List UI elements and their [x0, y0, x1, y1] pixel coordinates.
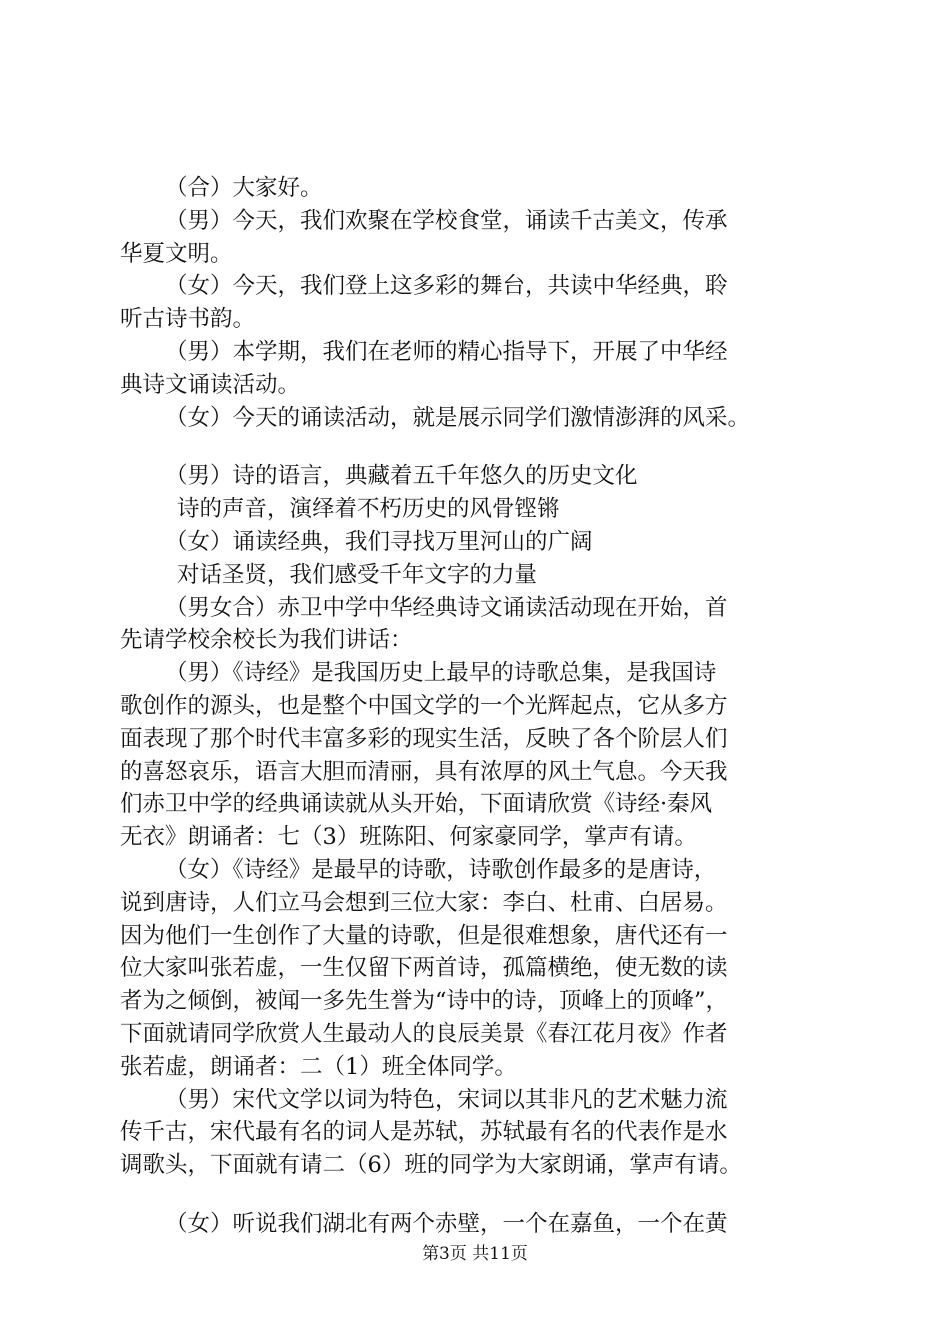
text-line: （合）大家好。 — [165, 175, 323, 201]
text-line: （女）《诗经》是最早的诗歌，诗歌创作最多的是唐诗， — [165, 856, 717, 883]
text-line: 无衣》朗诵者：七（3）班陈阳、何家豪同学，掌声有请。 — [120, 824, 697, 851]
text-line: 面表现了那个时代丰富多彩的现实生活，反映了各个阶层人们 — [120, 725, 728, 752]
text-line: （女）今天的诵读活动，就是展示同学们激情澎湃的风采。 — [165, 404, 751, 431]
text-line: 位大家叫张若虚，一生仅留下两首诗，孤篇横绝，使无数的读 — [120, 955, 728, 982]
text-line: （女）听说我们湖北有两个赤壁，一个在嘉鱼，一个在黄 — [165, 1210, 728, 1237]
text-line: （男）今天，我们欢聚在学校食堂，诵读千古美文，传承 — [165, 207, 728, 234]
text-line: （男）诗的语言，典藏着五千年悠久的历史文化 — [165, 463, 638, 490]
text-line: 说到唐诗，人们立马会想到三位大家：李白、杜甫、白居易。 — [120, 889, 728, 916]
text-line: 张若虚，朗诵者：二（1）班全体同学。 — [120, 1053, 517, 1080]
text-line: 者为之倾倒，被闻一多先生誉为“诗中的诗，顶峰上的顶峰”， — [120, 988, 729, 1015]
text-line: 的喜怒哀乐，语言大胆而清丽，具有浓厚的风土气息。今天我 — [120, 758, 728, 785]
text-line: 下面就请同学欣赏人生最动人的良辰美景《春江花月夜》作者 — [120, 1020, 728, 1047]
document-body — [120, 172, 840, 1241]
text-line: 先请学校余校长为我们讲话： — [120, 627, 413, 654]
text-line: （男）《诗经》是我国历史上最早的诗歌总集，是我国诗 — [165, 660, 717, 687]
text-line: 听古诗书韵。 — [120, 306, 256, 333]
text-line: （男）宋代文学以词为特色，宋词以其非凡的艺术魅力流 — [165, 1086, 728, 1113]
text-line: 对话圣贤，我们感受千年文字的力量 — [177, 561, 538, 588]
text-line: 调歌头，下面就有请二（6）班的同学为大家朗诵，掌声有请。 — [120, 1152, 742, 1179]
text-line: 传千古，宋代最有名的词人是苏轼，苏轼最有名的代表作是水 — [120, 1119, 728, 1146]
paragraph-gap — [120, 434, 840, 460]
paragraph-gap — [120, 1182, 840, 1208]
page-number-footer: 第3页 共11页 — [422, 1244, 528, 1264]
text-line: （男女合）赤卫中学中华经典诗文诵读活动现在开始，首 — [165, 594, 728, 621]
text-line: 典诗文诵读活动。 — [120, 371, 301, 398]
text-line: 因为他们一生创作了大量的诗歌，但是很难想象，唐代还有一 — [120, 922, 728, 949]
text-line: 们赤卫中学的经典诵读就从头开始，下面请欣赏《诗经·秦风 — [120, 791, 713, 818]
text-line: 诗的声音，演绎着不朽历史的风骨铿锵 — [177, 496, 560, 523]
text-line: 歌创作的源头，也是整个中国文学的一个光辉起点，它从多方 — [120, 692, 728, 719]
text-line: 华夏文明。 — [120, 240, 233, 267]
text-line: （女）诵读经典，我们寻找万里河山的广阔 — [165, 528, 593, 555]
text-line: （女）今天，我们登上这多彩的舞台，共读中华经典，聆 — [165, 273, 728, 300]
text-line: （男）本学期，我们在老师的精心指导下，开展了中华经 — [165, 338, 728, 365]
